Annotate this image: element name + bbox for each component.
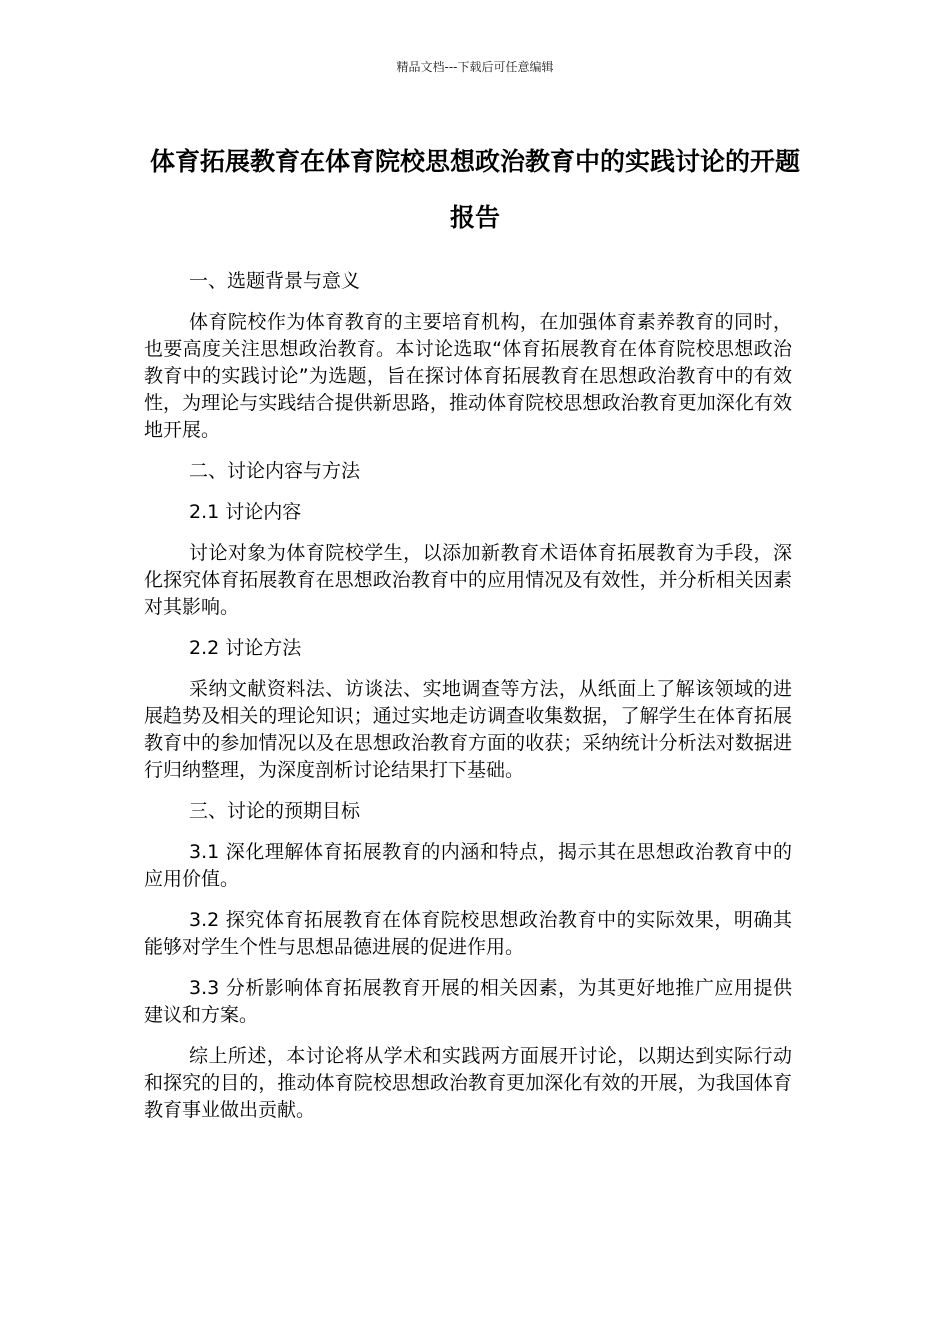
section-heading-content-method: 二、讨论内容与方法 <box>189 460 361 482</box>
document-body <box>144 268 792 1138</box>
section-heading-background: 一、选题背景与意义 <box>189 270 361 292</box>
subheading-method: 2.2 讨论方法 <box>189 637 302 659</box>
paragraph-method: 采纳文献资料法、访谈法、实地调查等方法，从纸面上了解该领域的进展趋势及相关的理论知识；通过实地走访调查收集数据，了解学生在体育拓展教育中的参加情况以及在思想政治教育方面的收获；采纳统计分析法对数据进行归纳整理，为深度剖析讨论结果打下基础。 <box>144 678 792 781</box>
document-header-note: 精品文档---下载后可任意编辑 <box>396 60 554 74</box>
paragraph-goal-1: 3.1 深化理解体育拓展教育的内涵和特点，揭示其在思想政治教育中的应用价值。 <box>144 841 792 890</box>
paragraph-background: 体育院校作为体育教育的主要培育机构，在加强体育素养教育的同时，也要高度关注思想政治教育。本讨论选取“体育拓展教育在体育院校思想政治教育中的实践讨论”为选题，旨在探讨体育拓展教育在思想政治教育中的有效性，为理论与实践结合提供新思路，推动体育院校思想政治教育更加深化有效地开展。 <box>144 311 792 441</box>
subheading-content: 2.1 讨论内容 <box>189 501 302 523</box>
paragraph-conclusion: 综上所述，本讨论将从学术和实践两方面展开讨论，以期达到实际行动和探究的目的，推动体育院校思想政治教育更加深化有效的开展，为我国体育教育事业做出贡献。 <box>144 1045 792 1121</box>
paragraph-content: 讨论对象为体育院校学生，以添加新教育术语体育拓展教育为手段，深化探究体育拓展教育在思想政治教育中的应用情况及有效性，并分析相关因素对其影响。 <box>144 542 792 618</box>
paragraph-goal-3: 3.3 分析影响体育拓展教育开展的相关因素，为其更好地推广应用提供建议和方案。 <box>144 977 792 1026</box>
document-title: 体育拓展教育在体育院校思想政治教育中的实践讨论的开题报告 <box>149 147 800 232</box>
section-heading-goals: 三、讨论的预期目标 <box>189 800 361 822</box>
paragraph-goal-2: 3.2 探究体育拓展教育在体育院校思想政治教育中的实际效果，明确其能够对学生个性与思想品德进展的促进作用。 <box>144 909 792 958</box>
